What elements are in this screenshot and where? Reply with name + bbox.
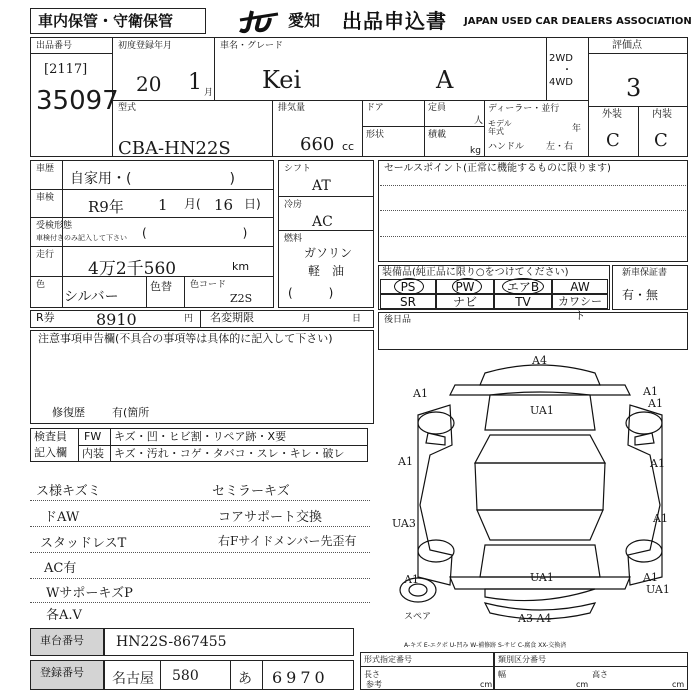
model-year-label: モデル: [488, 119, 512, 128]
recycle-label: R券: [36, 311, 55, 324]
plate-label: 登録番号: [40, 666, 84, 679]
handle-value: 左・右: [546, 142, 574, 152]
fuel-diesel: 軽 油: [308, 264, 345, 278]
shape-label: 形状: [366, 130, 385, 140]
plate-class: 580: [172, 668, 199, 684]
sales-point-label: セールスポイント(正常に機能するものに限ります): [384, 163, 611, 174]
recycle-unit: 円: [184, 314, 194, 324]
plate-region: 名古屋: [112, 671, 154, 687]
ext-grade: C: [606, 130, 620, 151]
note-line-5: スタッドレスT: [40, 536, 127, 551]
color-value: シルバー: [64, 289, 119, 305]
note-line-2: セミラーキズ: [212, 484, 290, 499]
name-label: 車名・グレード: [220, 41, 284, 51]
sales-point-frame: [378, 160, 688, 262]
mark-left-bottom: A1: [404, 573, 419, 586]
equip-navi: ナビ: [436, 294, 494, 309]
displacement-value: 660: [300, 134, 335, 155]
displacement-unit: cc: [342, 140, 355, 153]
mark-right-upper-2: A1: [648, 397, 663, 410]
note-line-8: WサポーキズP: [46, 586, 133, 601]
mark-roof-rear: UA1: [530, 571, 554, 584]
car-model: Kei: [262, 66, 302, 94]
type-label: 型式: [118, 103, 137, 113]
color-code: Z2S: [230, 292, 253, 305]
mark-left-rear: UA3: [392, 517, 416, 530]
inspection-label: 車検: [36, 193, 55, 203]
handle-label: ハンドル: [488, 142, 525, 152]
equip-pw: PW: [436, 279, 494, 294]
color-label: 色: [36, 280, 46, 290]
name-change-day: 日: [352, 314, 362, 324]
ps-circle: [394, 278, 424, 295]
drive-2wd: 2WD: [549, 53, 573, 64]
mark-left-mid: A1: [398, 455, 413, 468]
mark-left-front-upper: A1: [413, 387, 428, 400]
door-label: ドア: [366, 103, 384, 113]
fuel-label: 燃料: [284, 234, 303, 244]
rear-label: 後日品: [384, 315, 412, 325]
lot-label: 出品番号: [36, 41, 73, 51]
mileage-label: 走行: [36, 250, 55, 260]
note-line-1: ス様キズミ: [36, 484, 101, 499]
inspector-label-2: 記入欄: [34, 446, 67, 459]
ac-label: 冷房: [284, 200, 303, 210]
length-cm: cm: [480, 680, 493, 689]
year-label: 年式: [488, 127, 504, 136]
year-unit: 年: [572, 124, 582, 134]
equip-leather: カワシート: [552, 294, 608, 309]
equipment-label: 装備品(純正品に限り○をつけてください): [382, 267, 569, 278]
mark-right-mid: A1: [650, 457, 665, 470]
pw-circle: [452, 278, 482, 295]
capacity-label: 定員: [428, 103, 447, 113]
fw-items: キズ・凹・ヒビ割・リペア跡・X要: [114, 430, 287, 443]
height-cm: cm: [672, 680, 685, 689]
int-grade: C: [654, 130, 668, 151]
warranty-value: 有・無: [622, 288, 659, 302]
inspection-month: 1: [158, 196, 168, 214]
recycle-frame: [30, 310, 374, 328]
ac-value: AC: [312, 214, 333, 230]
inspection-era: R9年: [88, 198, 124, 216]
inspection-day-unit: 日): [244, 197, 261, 211]
width-cm: cm: [576, 680, 589, 689]
damage-legend: A-キズ E-エクボ U-凹み W-補修跡 S-サビ C-腐食 XX-交換済: [404, 642, 567, 649]
recycle-value: 8910: [96, 310, 137, 329]
inspection-day: 16: [214, 196, 234, 214]
warranty-label: 新車保証書: [622, 268, 668, 278]
inspector-label: 検査員: [34, 430, 67, 443]
note-line-7: AC有: [44, 561, 77, 576]
width-label: 幅: [498, 670, 506, 679]
equip-tv: TV: [494, 294, 552, 309]
equip-airbag: エアB: [494, 279, 552, 294]
color-code-label: 色コード: [190, 280, 227, 290]
int-label: 内装: [652, 109, 672, 120]
first-reg-year: 20: [136, 72, 162, 96]
note-line-3: ドAW: [44, 510, 80, 525]
mileage-value: 4万2千560: [88, 259, 177, 279]
load-unit: kg: [470, 146, 481, 156]
lot-number: 35097: [36, 86, 119, 116]
receipt-label: 受検形態: [36, 221, 73, 231]
history-value: 自家用・( ): [70, 171, 235, 187]
storage-tag: 車内保管・守衛保管: [38, 12, 174, 30]
fuel-paren: ( ): [288, 286, 334, 300]
length-label: 長さ: [364, 670, 380, 679]
notes-label: 注意事項申告欄(不具合の事項等は具体的に記入して下さい): [38, 332, 333, 345]
drive-4wd: 4WD: [549, 77, 573, 88]
spare-label: スペア: [404, 612, 432, 622]
mileage-unit: km: [232, 260, 250, 273]
chassis-value: HN22S-867455: [116, 634, 227, 650]
interior-items: キズ・汚れ・コゲ・タバコ・スレ・キレ・破レ: [114, 447, 345, 460]
note-line-4: コアサポート交換: [218, 510, 323, 525]
ext-label: 外装: [602, 109, 622, 120]
drive-dot: ・: [562, 65, 572, 76]
equip-ps: PS: [380, 279, 436, 294]
mark-right-bottom: A1: [643, 571, 658, 584]
airbag-circle: [502, 278, 544, 295]
inspection-month-unit: 月(: [184, 197, 201, 211]
height-label: 高さ: [592, 670, 608, 679]
first-reg-label: 初度登録年月: [118, 41, 173, 51]
rating-label: 評価点: [612, 40, 642, 51]
model-spec-label: 形式指定番号: [364, 655, 412, 664]
equip-sr: SR: [380, 294, 436, 309]
receipt-paren: ( ): [142, 226, 248, 240]
note-line-6: 右Fサイドメンバー先歪有: [218, 534, 357, 548]
fw-label: FW: [84, 430, 102, 443]
mark-rear-bumper: A3 A4: [518, 612, 552, 625]
capacity-unit: 人: [474, 116, 484, 126]
equip-aw: AW: [552, 279, 608, 294]
interior-label: 内装: [82, 447, 104, 460]
dealer-label: ディーラー・並行: [488, 104, 560, 114]
car-grade: A: [436, 66, 454, 94]
plate-kana: あ: [238, 671, 252, 687]
color-change-label: 色替: [150, 280, 172, 293]
history-label: 車歴: [36, 164, 55, 174]
shift-value: AT: [312, 178, 331, 194]
mark-right-front-upper: A1: [643, 385, 658, 398]
shift-label: シフト: [284, 164, 312, 174]
org-name: 愛知: [288, 11, 321, 30]
load-label: 積載: [428, 130, 447, 140]
rating-score: 3: [626, 74, 642, 102]
lot-code: [2117]: [44, 62, 88, 77]
note-line-9: 各A.V: [46, 608, 82, 623]
month-unit: 月: [204, 88, 214, 98]
fuel-value: ガソリン: [304, 246, 353, 260]
first-reg-month: 1: [188, 70, 202, 95]
type-value: CBA-HN22S: [118, 138, 231, 159]
assoc-name: JAPAN USED CAR DEALERS ASSOCIATION: [464, 16, 692, 27]
ju-logo: [238, 8, 284, 34]
ref-label: 参考: [366, 680, 382, 689]
mark-right-rear: A1: [653, 512, 668, 525]
mark-front-top: A4: [532, 354, 547, 367]
class-spec-label: 類別区分番号: [498, 655, 546, 664]
repair-label: 修復歴: [52, 406, 85, 419]
mark-right-lower: UA1: [646, 583, 670, 596]
mark-hood: UA1: [530, 404, 554, 417]
repair-value: 有(箇所: [112, 406, 150, 419]
receipt-note: 車検付きのみ記入して下さい: [36, 234, 127, 242]
displacement-label: 排気量: [278, 103, 306, 113]
plate-number: 6970: [272, 668, 329, 687]
name-change-label: 名変期限: [210, 311, 254, 324]
chassis-label: 車台番号: [40, 634, 84, 647]
form-title: 出品申込書: [342, 9, 447, 33]
name-change-month: 月: [302, 314, 312, 324]
